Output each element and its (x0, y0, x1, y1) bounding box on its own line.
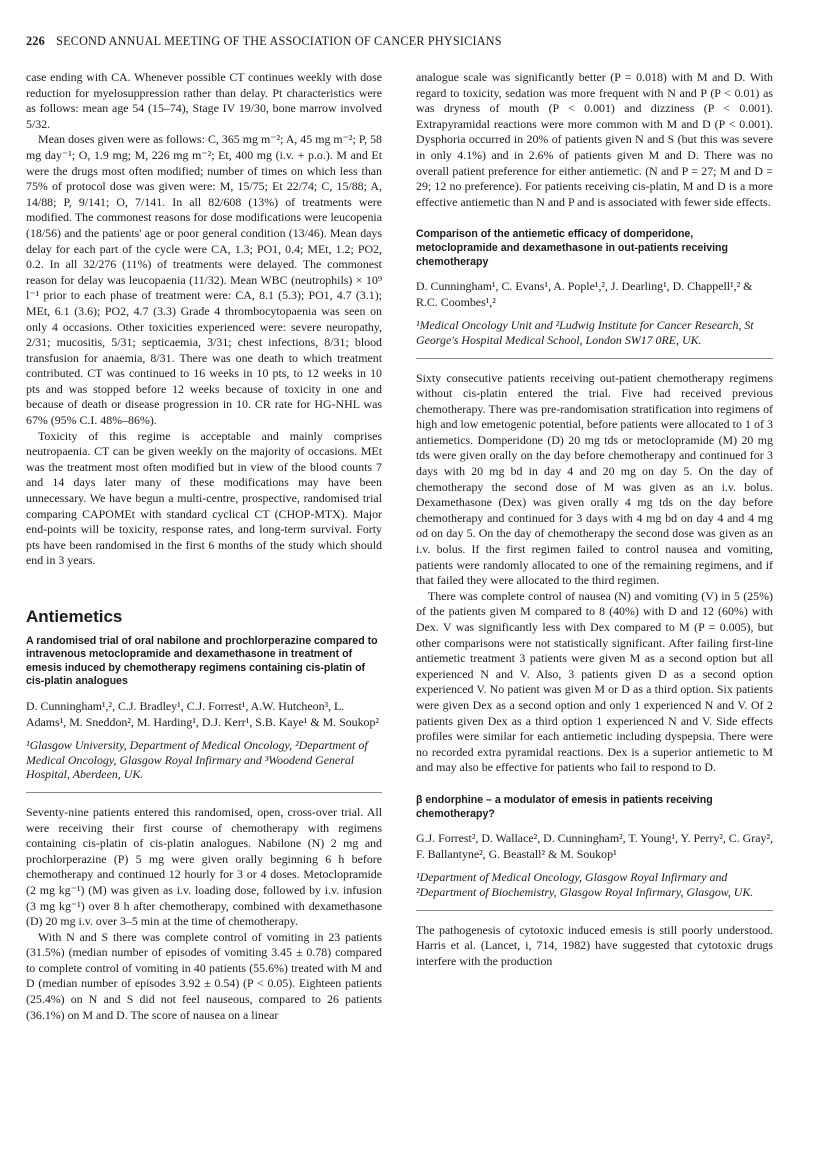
article-affiliation: ¹Glasgow University, Department of Medical Oncology, ²Department of Medical Oncology, Glasgow Royal Infirmary and ³Woodend General Hospital, Aberdeen, UK. (26, 738, 382, 793)
section-title: Antiemetics (26, 607, 123, 626)
article-title: A randomised trial of oral nabilone and prochlorperazine compared to intravenous metoclopramide and dexamethasone in treatment of emesis induced by chemotherapy regimens containing cis-platin of cis-platin analogues (26, 634, 378, 688)
body-paragraph: analogue scale was significantly better (P = 0.018) with M and D. With regard to toxicity, sedation was more frequent with N and P (P < 0.01) as was dryness of mouth (P < 0.001) and dizziness (P < 0.001). Extrapyramidal reactions were more common with M and D (P < 0.001). Dysphoria occurred in 20% of patients given N and S (but this was severe in only 4.1%) and in 2.6% of patients given M and D. There was no overall patient preference for either antiemetic. (N and P = 27; M and D = 29; 12 no preference). For patients receiving cis-platin, M and D is a more effective antiemetic than N and P and is associated with fewer side effects. (416, 70, 773, 209)
running-header (26, 34, 766, 54)
right-column (416, 70, 773, 969)
article-title: β endorphine – a modulator of emesis in patients receiving chemotherapy? (416, 793, 713, 820)
body-paragraph: The pathogenesis of cytotoxic induced emesis is still poorly understood. Harris et al. (Lancet, i, 714, 1982) have suggested that cytotoxic drugs interfere with the production (416, 922, 773, 968)
running-title: SECOND ANNUAL MEETING OF THE ASSOCIATION OF CANCER PHYSICIANS (56, 34, 502, 48)
page-number: 226 (26, 34, 45, 48)
article-title: Comparison of the antiemetic efficacy of domperidone, metoclopramide and dexamethasone in out-patients receiving chemotherapy (416, 228, 728, 268)
left-column (26, 70, 382, 1023)
body-paragraph: There was complete control of nausea (N) and vomiting (V) in 5 (25%) of the patients given M compared to 8 (40%) with D and 12 (60%) with Dex. V was significantly less with Dex compared to M (P = 0.005), but other comparisons were not statistically significant. After failing first-line antiemetic treatment 3 patients were given M as a second option but all experienced N and V. Also, 3 patients given D as a second option experienced V. No patient was given M or D as a third option. Six patients were given Dex as a second option and only 1 experienced N and V. Of 2 patients given Dex as a third option 1 experienced N and V. Side effects profiles were similar for each antiemetic including dyspepsia. There were no recorded extra pyramidal reactions. Dex is a superior antiemetic to M and may also be effective for patients who fail to respond to D. (416, 588, 773, 775)
article-authors: G.J. Forrest², D. Wallace², D. Cunningham², T. Young¹, Y. Perry², C. Gray², F. Ballantyne², G. Beastall² & M. Soukop¹ (416, 831, 773, 861)
body-paragraph: With N and S there was complete control of vomiting in 23 patients (31.5%) (median number of episodes of vomiting 3.45 ± 0.78) compared to complete control of vomiting in 40 patients (55.6%) treated with M and D (median number of episodes 3.92 ± 0.54) (P < 0.05). Eighteen patients (25.4%) on N and S did not feel nauseous, compared to 26 patients (36.1%) on M and D. The score of nausea on a linear (26, 929, 382, 1022)
body-paragraph: Mean doses given were as follows: C, 365 mg m⁻²; A, 45 mg m⁻²; P, 58 mg day⁻¹; O, 1.9 mg; M, 226 mg m⁻²; Et, 400 mg (i.v. + p.o.). M and Et were the drugs most often modified; number of times on which less than 75% of protocol dose was given were: M, 15/75; Et 22/74; C, 15/88; A, 14/88; P, 9/141; O, 7/141. In all 82/608 (13%) of treatments were modified. The commonest reasons for dose modifications were leucopenia (18/56) and the patients' age or poor general condition (13/46). Mean days delay for each part of the cycle were CA, 1.3; PO1, 0.4; MEt, 1.2; PO2, 0.2. In all 32/276 (11%) of treatments were delayed. The commonest reason for delay was leucopaenia (11/32). Mean WBC (neutrophils) × 10⁹ l⁻¹ prior to each phase of treatment were: CA, 8.1 (5.3); PO1, 4.7 (3.1); MEt, 6.1 (3.6); PO2, 4.7 (3.3) Grade 4 thrombocytopaenia was seen on only 4 occasions. Other toxicities experienced were: severe neuropathy, 2/31; mucositis, 5/31; septicaemia, 3/31; chest infections, 8/31; blood transfusion for anaemia, 8/31. There was one death to which treatment contributed. CT was continued to 16 weeks in 10 pts, to 12 weeks in 10 pts and was stopped before 12 weeks because of toxicity in one and because of death or disease progression in 10. CR rate for HG-NHL was 67% (95% C.I. 48%–86%). (26, 132, 382, 428)
body-paragraph: Sixty consecutive patients receiving out-patient chemotherapy regimens without cis-platin entered the trial. Five had received previous chemotherapy. There was pre-randomisation stratification into regimens of high and low emetogenic potential, before patients were allocated to 1 of 3 antiemetics. Domperidone (D) 20 mg tds or metoclopramide (M) 20 mg tds were given orally on the day before chemotherapy and continued for 3 days with 20 mg bd in day 4 and 20 mg on day 5. On the day of chemotherapy the second dose of M was given as an i.v. bolus. Dexamethasone (Dex) was given orally 4 mg tds on the day before chemotherapy and continued for 3 days with 4 mg bd on day 4 and 4 mg od on day 5. On the day of chemotherapy the second dose was given as an i.v. bolus. If the first regimen failed to control nausea and vomiting, patients were randomly allocated to one of the remaining regimens, and if that failed they were allocated to the third regimen. (416, 370, 773, 588)
body-paragraph: Toxicity of this regime is acceptable and mainly comprises neutropaenia. CT can be given weekly on the majority of occasions. MEt was the treatment most often modified but in view of the blood counts 7 and 14 days later many of these modifications may have been unnecessary. We have begun a multi-centre, prospective, randomised trial comparing CAPOMEt with standard cyclical CT (CHOP-MTX). Major end-points will be toxicity, response rates, and long-term survival. Forty pts have been randomised in the first 6 months of the study which should end in 3 years. (26, 428, 382, 568)
article-authors: D. Cunningham¹,², C.J. Bradley¹, C.J. Forrest¹, A.W. Hutcheon³, L. Adams¹, M. Sneddon², M. Harding¹, D.J. Kerr¹, S.B. Kaye¹ & M. Soukop² (26, 698, 379, 729)
body-paragraph: case ending with CA. Whenever possible CT continues weekly with dose reduction for myelosuppression rather than delay. Pt characteristics were as follows: mean age 54 (15–74), Stage IV 19/30, bone marrow involved 5/32. (26, 70, 382, 131)
article-authors: D. Cunningham¹, C. Evans¹, A. Pople¹,², J. Dearling¹, D. Chappell¹,² & R.C. Coombes¹,² (416, 279, 753, 309)
article-affiliation: ¹Medical Oncology Unit and ²Ludwig Institute for Cancer Research, St George's Hospital Medical School, London SW17 0RE, UK. (416, 318, 773, 358)
article-affiliation: ¹Department of Medical Oncology, Glasgow Royal Infirmary and ²Department of Biochemistry, Glasgow Royal Infirmary, Glasgow, UK. (416, 870, 773, 910)
body-paragraph: Seventy-nine patients entered this randomised, open, cross-over trial. All were receiving their first course of chemotherapy with regimens containing cis-platin of cis-platin analogues. Nabilone (N) 2 mg and prochlorperazine (P) 5 mg were given orally beginning 6 h before chemotherapy and continued 12 hourly for 3 or 4 doses. Metoclopramide (2 mg kg⁻¹) (M) was given as i.v. loading dose, followed by i.v. infusion (3 mg kg⁻¹) over 8 h after chemotherapy, combined with dexamethasone (D) 20 mg i.v. over 3–5 min at the time of chemotherapy. (26, 804, 382, 929)
